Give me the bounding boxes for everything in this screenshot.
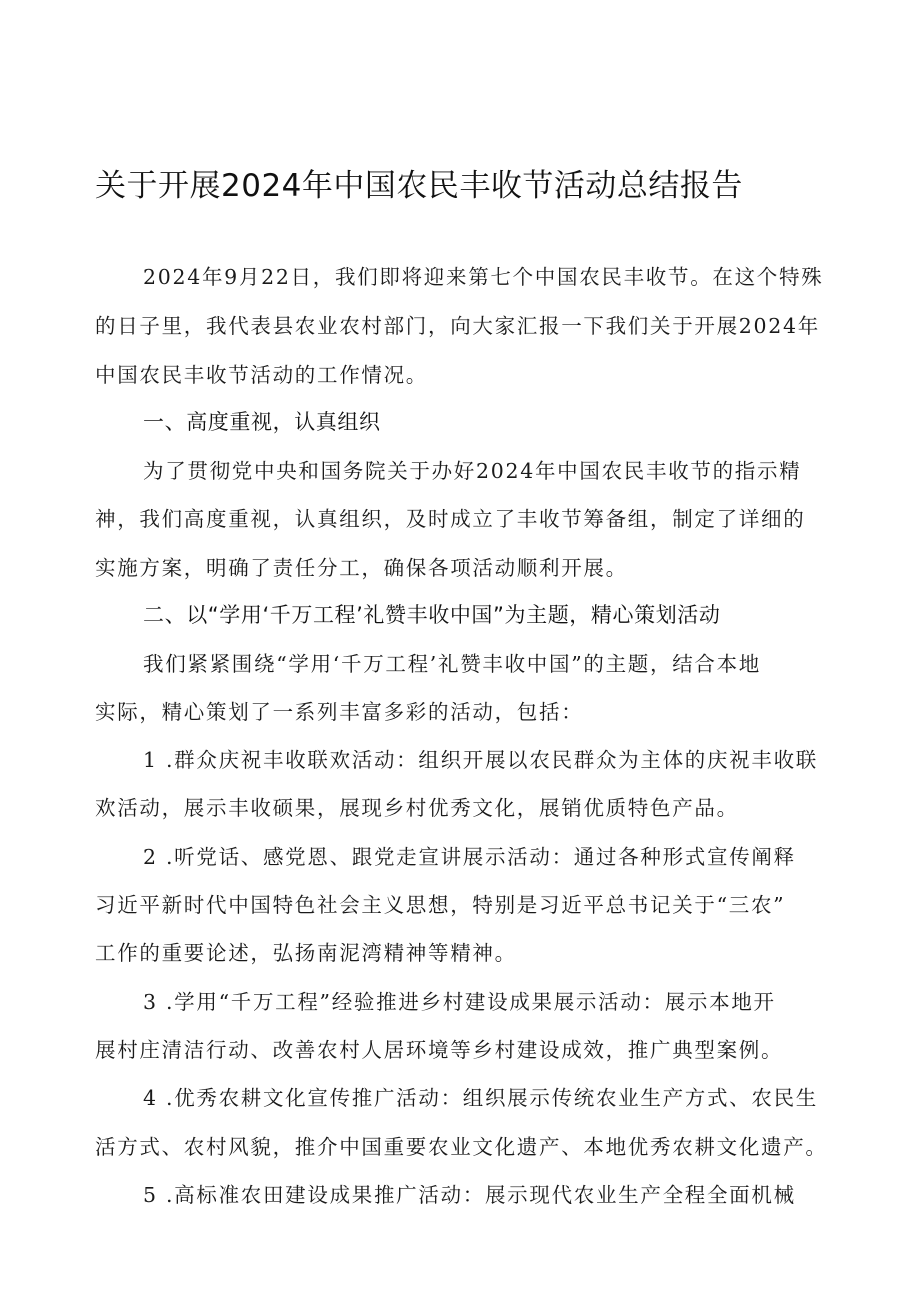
intro-line-3: 中国农民丰收节活动的工作情况。	[95, 363, 428, 387]
item5-line-1: 5 .高标准农田建设成果推广活动：展示现代农业生产全程全面机械	[143, 1183, 796, 1207]
document-title: 关于开展2024年中国农民丰收节活动总结报告	[95, 168, 743, 204]
item1-line-2: 欢活动，展示丰收硕果，展现乡村优秀文化，展销优质特色产品。	[95, 796, 739, 820]
section1-line-3: 实施方案，明确了责任分工，确保各项活动顺利开展。	[95, 556, 628, 580]
item2-line-1: 2 .听党话、感党恩、跟党走宣讲展示活动：通过各种形式宣传阐释	[143, 845, 796, 869]
intro-line-2: 的日子里，我代表县农业农村部门，向大家汇报一下我们关于开展2024年	[95, 314, 820, 338]
item4-line-2: 活方式、农村风貌，推介中国重要农业文化遗产、本地优秀农耕文化遗产。	[95, 1135, 828, 1159]
section2-line-2: 实际，精心策划了一系列丰富多彩的活动，包括：	[95, 700, 584, 724]
section1-line-2: 神，我们高度重视，认真组织，及时成立了丰收节筹备组，制定了详细的	[95, 507, 806, 531]
section1-line-1: 为了贯彻党中央和国务院关于办好2024年中国农民丰收节的指示精	[143, 459, 802, 483]
item3-line-1: 3 .学用“千万工程”经验推进乡村建设成果展示活动：展示本地开	[143, 990, 776, 1014]
item4-line-1: 4 .优秀农耕文化宣传推广活动：组织展示传统农业生产方式、农民生	[143, 1086, 818, 1110]
intro-line-1: 2024年9月22日，我们即将迎来第七个中国农民丰收节。在这个特殊	[143, 265, 824, 289]
section2-line-1: 我们紧紧围绕“学用‘千万工程’礼赞丰收中国”的主题，结合本地	[143, 652, 761, 676]
item2-line-2: 习近平新时代中国特色社会主义思想，特别是习近平总书记关于“三农”	[95, 893, 786, 917]
section1-heading: 一、高度重视，认真组织	[143, 410, 381, 434]
item1-line-1: 1 .群众庆祝丰收联欢活动：组织开展以农民群众为主体的庆祝丰收联	[143, 748, 818, 772]
section2-heading: 二、以“学用‘千万工程’礼赞丰收中国”为主题，精心策划活动	[143, 603, 721, 627]
item3-line-2: 展村庄清洁行动、改善农村人居环境等乡村建设成效，推广典型案例。	[95, 1038, 784, 1062]
item2-line-3: 工作的重要论述，弘扬南泥湾精神等精神。	[95, 941, 517, 965]
